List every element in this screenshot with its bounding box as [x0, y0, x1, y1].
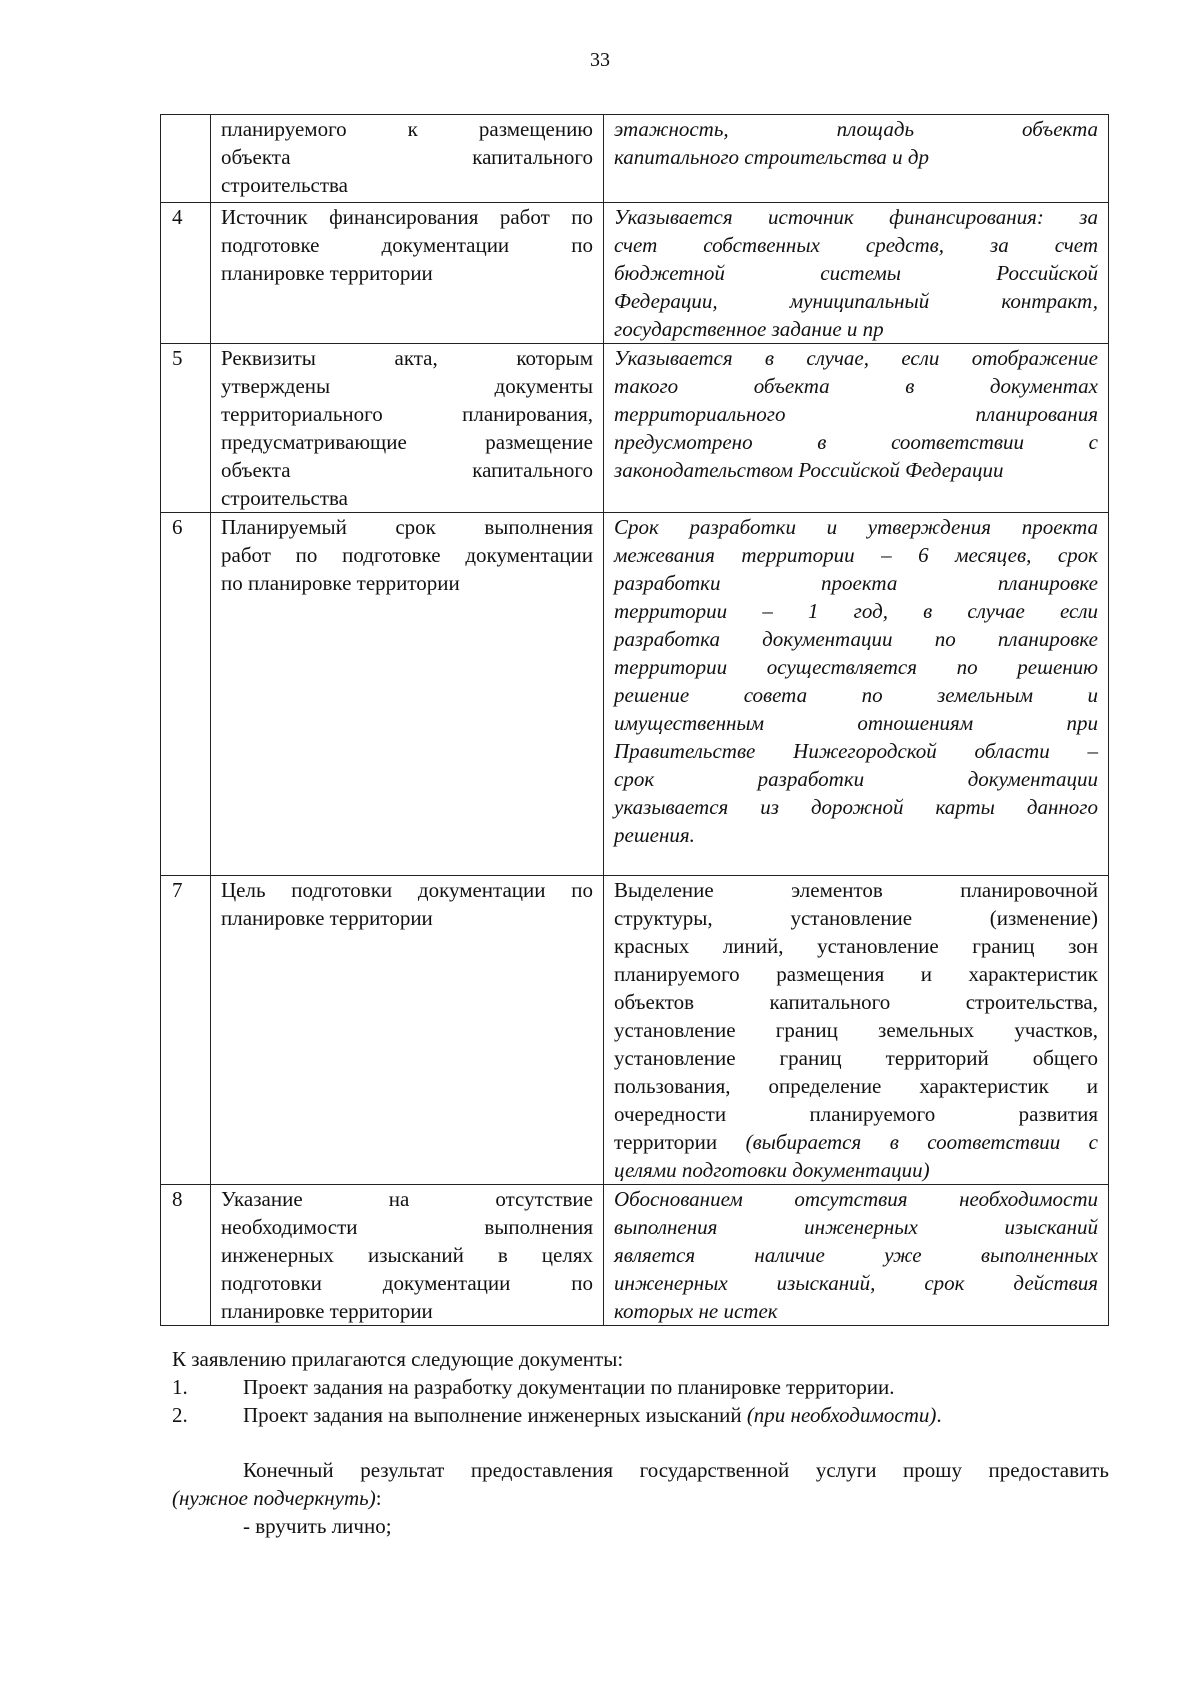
parameter-value-line: капитального строительства и др: [614, 145, 930, 169]
parameter-value-line: структуры, установление (изменение): [614, 906, 1098, 930]
table-body: [161, 115, 1109, 1326]
row-parameter-value: [604, 876, 1109, 1185]
application-table: [160, 114, 1109, 1326]
table-row: [161, 876, 1109, 1185]
parameter-value-line: бюджетной системы Российской: [614, 261, 1098, 285]
row-parameter-value: [604, 344, 1109, 513]
attachment-item-text: Проект задания на разработку документации по планировке территории.: [243, 1375, 895, 1399]
row-parameter-name: [211, 203, 604, 344]
parameter-name-line: предусматривающие размещение: [221, 430, 593, 454]
parameter-value-line: счет собственных средств, за счет: [614, 233, 1098, 257]
parameter-value-line: решения.: [614, 823, 695, 847]
parameter-value-line: выполнения инженерных изысканий: [614, 1215, 1098, 1239]
row-parameter-name: [211, 1185, 604, 1326]
attachment-item-note: (при необходимости): [746, 1403, 937, 1427]
parameter-name-line: Цель подготовки документации по: [221, 878, 593, 902]
row-parameter-value: [604, 513, 1109, 876]
parameter-value-line: этажность, площадь объекта: [614, 117, 1098, 141]
parameter-value-line: инженерных изысканий, срок действия: [614, 1271, 1098, 1295]
parameter-name-line: подготовке документации по: [221, 233, 593, 257]
parameter-name-line: территориального планирования,: [221, 402, 593, 426]
parameter-value-line: установление границ территорий общего: [614, 1046, 1098, 1070]
parameter-value-line: межевания территории – 6 месяцев, срок: [614, 543, 1098, 567]
parameter-value-line: Указывается источник финансирования: за: [614, 205, 1098, 229]
row-parameter-value: [604, 1185, 1109, 1326]
parameter-value-line: территории осуществляется по решению: [614, 655, 1098, 679]
parameter-value-line: красных линий, установление границ зон: [614, 934, 1098, 958]
parameter-name-line: объекта капитального: [221, 458, 593, 482]
parameter-value-line: предусмотрено в соответствии с: [614, 430, 1098, 454]
parameter-value-line: установление границ земельных участков,: [614, 1018, 1098, 1042]
parameter-name-line: строительства: [221, 173, 349, 197]
attachments-intro: К заявлению прилагаются следующие документы:: [172, 1347, 624, 1371]
row-number: 5: [161, 344, 211, 513]
parameter-value-line: Срок разработки и утверждения проекта: [614, 515, 1098, 539]
parameter-name-line: Источник финансирования работ по: [221, 205, 593, 229]
row-number: 6: [161, 513, 211, 876]
parameter-name-line: планировке территории: [221, 261, 433, 285]
parameter-value-line: законодательством Российской Федерации: [614, 458, 1004, 482]
parameter-value-line: срок разработки документации: [614, 767, 1098, 791]
parameter-name-line: необходимости выполнения: [221, 1215, 593, 1239]
table-row: [161, 513, 1109, 876]
parameter-name-line: инженерных изысканий в целях: [221, 1243, 593, 1267]
row-number: [161, 115, 211, 203]
parameter-value-line: пользования, определение характеристик и: [614, 1074, 1098, 1098]
row-parameter-name: [211, 344, 604, 513]
parameter-value-line: государственное задание и пр: [614, 317, 884, 341]
attachment-item-number: 2.: [172, 1403, 188, 1427]
parameter-name-line: планировке территории: [221, 1299, 433, 1323]
parameter-name-line: по планировке территории: [221, 571, 460, 595]
page-number: 33: [590, 49, 610, 71]
parameter-value-line: территориального планирования: [614, 402, 1098, 426]
row-number: 4: [161, 203, 211, 344]
parameter-name-line: Планируемый срок выполнения: [221, 515, 593, 539]
parameter-name-line: планируемого к размещению: [221, 117, 593, 141]
attachment-item-number: 1.: [172, 1375, 188, 1399]
parameter-value-line: разработка документации по планировке: [614, 627, 1098, 651]
parameter-value-line: разработки проекта планировке: [614, 571, 1098, 595]
parameter-value-line: Указывается в случае, если отображение: [614, 346, 1098, 370]
parameter-value-line: является наличие уже выполненных: [614, 1243, 1098, 1267]
parameter-value-line: Правительстве Нижегородской области –: [614, 739, 1098, 763]
parameter-name-line: подготовки документации по: [221, 1271, 593, 1295]
parameter-name-line: утверждены документы: [221, 374, 593, 398]
parameter-name-line: работ по подготовке документации: [221, 543, 593, 567]
parameter-value-line: целями подготовки документации): [614, 1158, 930, 1182]
row-parameter-name: [211, 513, 604, 876]
table-row: [161, 203, 1109, 344]
table-row: [161, 1185, 1109, 1326]
row-parameter-name: [211, 115, 604, 203]
attachment-item-text: Проект задания на выполнение инженерных изысканий (при необходимости).: [243, 1403, 942, 1427]
row-parameter-name: [211, 876, 604, 1185]
parameter-value-line: объектов капитального строительства,: [614, 990, 1098, 1014]
result-request-note: (нужное подчеркнуть):: [172, 1486, 382, 1510]
parameter-value-line: имущественным отношениям при: [614, 711, 1098, 735]
parameter-value-line: Обоснованием отсутствия необходимости: [614, 1187, 1098, 1211]
result-request-line: Конечный результат предоставления государственной услуги прошу предоставить: [243, 1458, 1109, 1482]
parameter-value-line: территории (выбирается в соответствии с: [614, 1130, 1098, 1154]
table-row: [161, 115, 1109, 203]
parameter-value-line: такого объекта в документах: [614, 374, 1098, 398]
row-parameter-value: [604, 203, 1109, 344]
parameter-name-line: Указание на отсутствие: [221, 1187, 593, 1211]
parameter-value-line: Федерации, муниципальный контракт,: [614, 289, 1098, 313]
parameter-value-line: решение совета по земельным и: [614, 683, 1098, 707]
parameter-value-line: планируемого размещения и характеристик: [614, 962, 1098, 986]
parameter-value-line: указывается из дорожной карты данного: [614, 795, 1098, 819]
parameter-name-line: объекта капитального: [221, 145, 593, 169]
parameter-name-line: планировке территории: [221, 906, 433, 930]
row-number: 8: [161, 1185, 211, 1326]
table-row: [161, 344, 1109, 513]
row-number: 7: [161, 876, 211, 1185]
parameter-value-line: которых не истек: [614, 1299, 778, 1323]
row-parameter-value: [604, 115, 1109, 203]
parameter-name-line: строительства: [221, 486, 349, 510]
parameter-value-line: Выделение элементов планировочной: [614, 878, 1098, 902]
result-option-in-person: - вручить лично;: [243, 1514, 392, 1538]
parameter-value-line: территории – 1 год, в случае если: [614, 599, 1098, 623]
parameter-value-line: очередности планируемого развития: [614, 1102, 1098, 1126]
parameter-name-line: Реквизиты акта, которым: [221, 346, 593, 370]
